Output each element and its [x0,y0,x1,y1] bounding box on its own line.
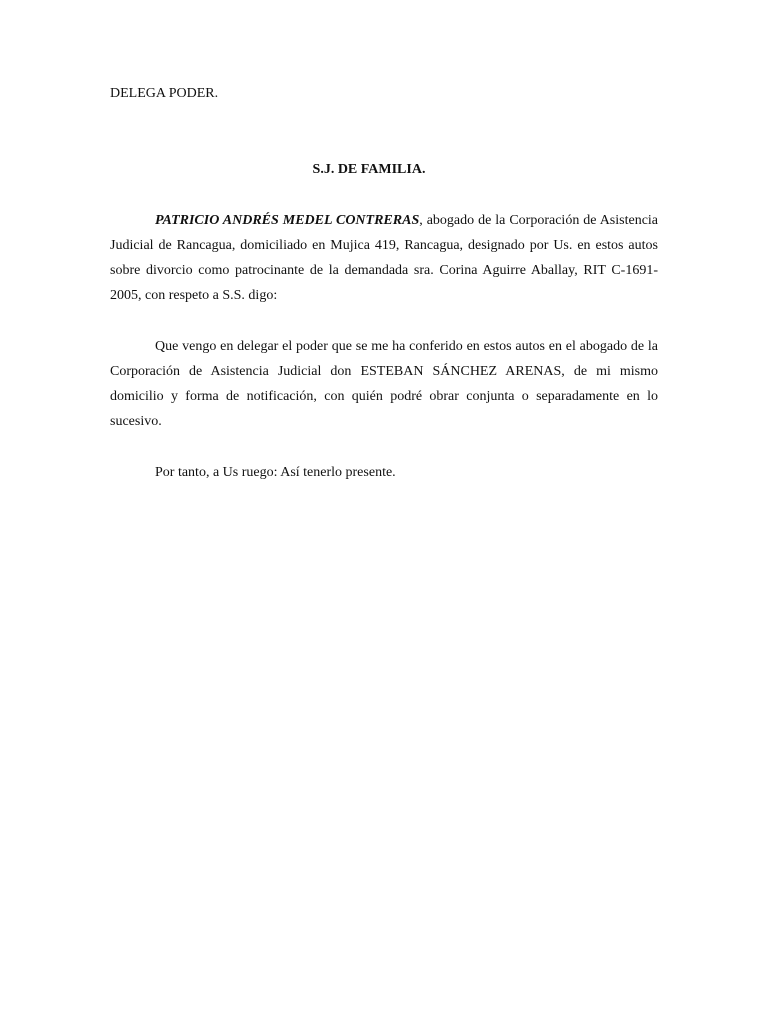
court-heading: S.J. DE FAMILIA. [312,162,426,177]
paragraph-request: Por tanto, a Us ruego: Así tenerlo presente. [155,465,396,480]
paragraph-presentation-text: , abogado de la Corporación de Asistencia Judicial de Rancagua, domiciliado en Mujica 419, Rancagua, designado por Us. en estos autos sobre divorcio como patrocinante de la demandada sra. Corina Aguirre Aballay, RIT C-1691-2005, con respeto a S.S. digo: [110,213,659,303]
lawyer-name: PATRICIO ANDRÉS MEDEL CONTRERAS [155,213,420,228]
paragraph-delegation: Que vengo en delegar el poder que se me ha conferido en estos autos en el abogado de la Corporación de Asistencia Judicial don ESTEBAN SÁNCHEZ ARENAS, de mi mismo domicilio y forma de notificación, con quién podré obrar conjunta o separadamente en lo sucesivo. [110,339,658,429]
document-title: DELEGA PODER. [110,86,219,101]
paragraph-presentation [110,208,658,308]
